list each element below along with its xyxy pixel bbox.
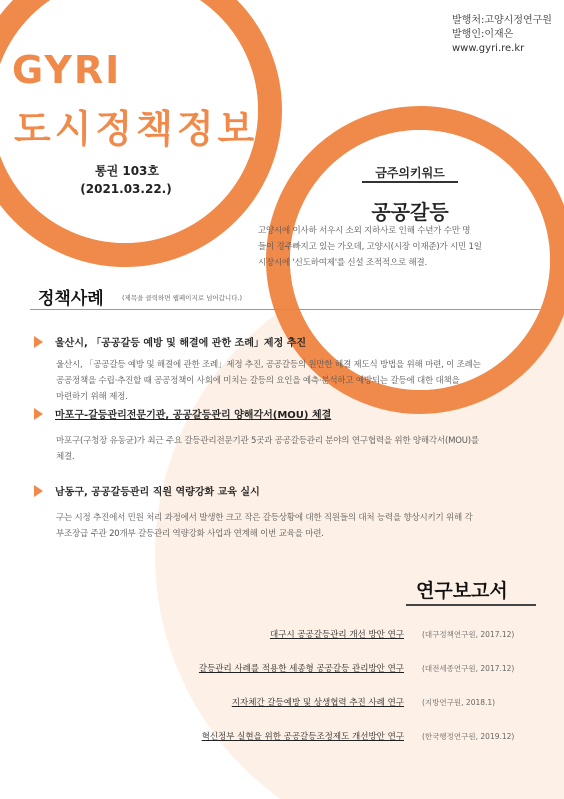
url-link[interactable]: www.gyri.re.kr bbox=[452, 43, 525, 54]
section-title: 정책사례 bbox=[38, 289, 104, 309]
keyword-line: 들이 경주빠지고 있는 가오데, 고양시(시장 이재준)가 시민 1일 bbox=[258, 242, 482, 252]
report-item bbox=[90, 628, 530, 640]
keyword-title: 공공갈등 bbox=[371, 200, 449, 224]
section-note: (제목을 클릭하면 웹페이지로 넘어갑니다.) bbox=[122, 294, 243, 302]
triangle-bullet-icon bbox=[34, 408, 43, 420]
case-item bbox=[34, 483, 544, 542]
publication-title: 도시정책정보 bbox=[14, 107, 259, 151]
issue-number: 통권 103호 bbox=[94, 164, 159, 178]
section-divider bbox=[30, 309, 540, 310]
gyri-logo: GYRI bbox=[12, 48, 122, 92]
report-title-link[interactable]: 지자체간 갈등예방 및 상생협력 추진 사례 연구 bbox=[231, 698, 404, 708]
report-title-link[interactable]: 대구시 공공갈등관리 개선 방안 연구 bbox=[270, 630, 404, 640]
case-item bbox=[34, 334, 544, 405]
reports-title: 연구보고서 bbox=[416, 580, 508, 602]
report-title-link[interactable]: 갈등관리 사례를 적용한 세종형 공공갈등 관리방안 연구 bbox=[198, 664, 404, 674]
issuer-text: 발행처:고양시정연구원 bbox=[452, 15, 552, 26]
keyword-divider bbox=[362, 181, 458, 183]
triangle-bullet-icon bbox=[34, 336, 43, 348]
case-item bbox=[34, 406, 544, 465]
case-title-link[interactable]: 마포구-갈등관리전문기관, 공공갈등관리 양해각서(MOU) 체결 bbox=[55, 410, 332, 421]
case-line: 체결. bbox=[56, 452, 75, 462]
editor-text: 발행인:이재은 bbox=[452, 29, 514, 40]
triangle-bullet-icon bbox=[34, 485, 43, 497]
report-item bbox=[90, 662, 530, 674]
case-title-link[interactable]: 남동구, 공공갈등관리 직원 역량강화 교육 실시 bbox=[55, 487, 260, 498]
issue-date: (2021.03.22.) bbox=[80, 182, 172, 196]
report-source: (한국행정연구원, 2019.12) bbox=[422, 731, 515, 741]
publisher-info bbox=[452, 14, 552, 56]
keyword-line: 고양시에 이사하 서우시 소외 지하사로 인해 수년가 수만 명 bbox=[258, 226, 471, 236]
report-source: (대전세종연구원, 2017.12) bbox=[422, 663, 515, 673]
keyword-label: 금주의키워드 bbox=[375, 166, 445, 180]
report-item bbox=[90, 730, 530, 742]
report-item bbox=[90, 696, 530, 708]
case-line: 부조장급 주관 20개부 갈등관리 역량강화 사업과 연계해 이번 교육을 마련. bbox=[56, 529, 324, 539]
case-line: 공공정책을 수립·추진할 때 공공정책이 사회에 미치는 갈등의 요인을 예측·분석하고 예방되는 갈등에 대한 대책을 bbox=[56, 376, 460, 386]
case-title-link[interactable]: 울산시, 「공공갈등 예방 및 해결에 관한 조례」제정 추진 bbox=[55, 338, 307, 349]
keyword-description bbox=[258, 223, 548, 271]
keyword-line: 시장시에 '신도하여제'를 신설 조적적으로 해결. bbox=[258, 258, 427, 268]
report-title-link[interactable]: 혁신정부 실현을 위한 공공갈등조정제도 개선방안 연구 bbox=[201, 732, 404, 742]
case-line: 마련하기 위해 제정. bbox=[56, 392, 128, 402]
report-source: (대구정책연구원, 2017.12) bbox=[422, 629, 515, 639]
case-line: 마포구(구청장 유동균)가 최근 주요 갈등관리전문기관 5곳과 공공갈등관리 분야의 연구협력을 위한 양해각서(MOU)를 bbox=[56, 436, 479, 446]
report-source: (지방연구원, 2018.1) bbox=[422, 697, 496, 707]
case-line: 울산시, 「공공갈등 예방 및 해결에 관한 조례」제정 추진, 공공갈등의 원만한 해결 제도식 방법을 위해 마련, 이 조례는 bbox=[56, 360, 481, 370]
case-line: 구는 시정 추진에서 민원 처리 과정에서 발생한 크고 작은 갈등상황에 대한 직원들의 대처 능력을 향상시키기 위해 각 bbox=[56, 513, 473, 523]
reports-divider bbox=[406, 604, 536, 606]
